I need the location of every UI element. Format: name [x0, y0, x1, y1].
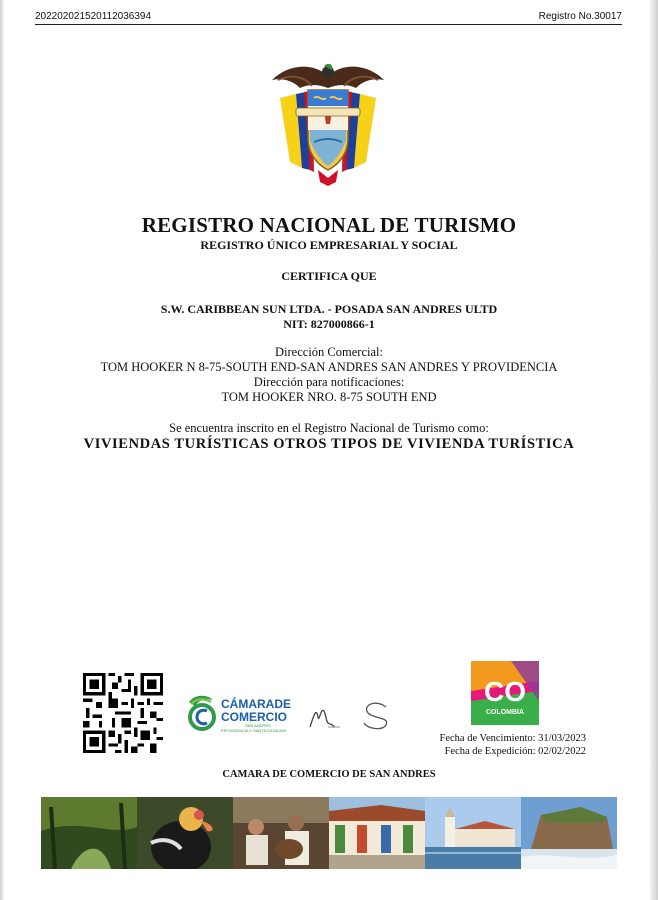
fecha-vencimiento: Fecha de Vencimiento: 31/03/2023: [439, 733, 586, 744]
camara-logo-line3: SAN ANDRÉS: [245, 723, 271, 728]
document-header-line: [35, 10, 622, 25]
banner-photo-forest: [41, 797, 137, 869]
registration-statement: Se encuentra inscrito en el Registro Nacional de Turismo como:: [169, 421, 489, 435]
banner-photo-town: [425, 797, 521, 869]
colombia-logo-co: CO: [484, 676, 526, 707]
company-nit: NIT: 827000866-1: [283, 317, 375, 331]
banner-photo-mountain: [521, 797, 617, 869]
address-label: Dirección Comercial:: [275, 345, 383, 359]
certifica-heading: CERTIFICA QUE: [281, 269, 377, 283]
coat-of-arms-icon: [268, 58, 388, 188]
signature-mark: [306, 697, 398, 733]
colombia-logo-word: COLOMBIA: [485, 709, 525, 716]
certificate-title: REGISTRO NACIONAL DE TURISMO: [141, 213, 517, 237]
certificate-subtitle: REGISTRO ÚNICO EMPRESARIAL Y SOCIAL: [200, 238, 458, 252]
banner-photo-street: [329, 797, 425, 869]
registro-number: Registro No.30017: [538, 11, 622, 22]
company-name: S.W. CARIBBEAN SUN LTDA. - POSADA SAN ANDRES ULTD: [160, 302, 498, 316]
notification-address-value: TOM HOOKER NRO. 8-75 SOUTH END: [221, 390, 437, 404]
camara-logo-line4: PROVIDENCIA Y SANTA CATALINA: [221, 728, 286, 733]
camara-de-comercio-logo: [185, 692, 300, 734]
banner-photo-musicians: [233, 797, 329, 869]
banner-photo-bird: [137, 797, 233, 869]
address-value: TOM HOOKER N 8-75-SOUTH END-SAN ANDRES SAN ANDRES Y PROVIDENCIA: [100, 360, 558, 374]
camara-logo-line1: CÁMARADE: [221, 697, 291, 711]
document-code: 202202021520112036394: [35, 11, 152, 22]
qr-code: [83, 673, 163, 753]
camara-logo-line2: COMERCIO: [221, 710, 287, 724]
fecha-expedicion: Fecha de Expedición: 02/02/2022: [444, 746, 586, 757]
notification-address-label: Dirección para notificaciones:: [253, 375, 405, 389]
tourism-category: VIVIENDAS TURÍSTICAS OTROS TIPOS DE VIVIENDA TURÍSTICA: [83, 436, 575, 452]
colombia-brand-logo: [471, 661, 539, 725]
tourism-photo-banner: [41, 797, 617, 869]
camara-name: CAMARA DE COMERCIO DE SAN ANDRES: [222, 769, 436, 780]
